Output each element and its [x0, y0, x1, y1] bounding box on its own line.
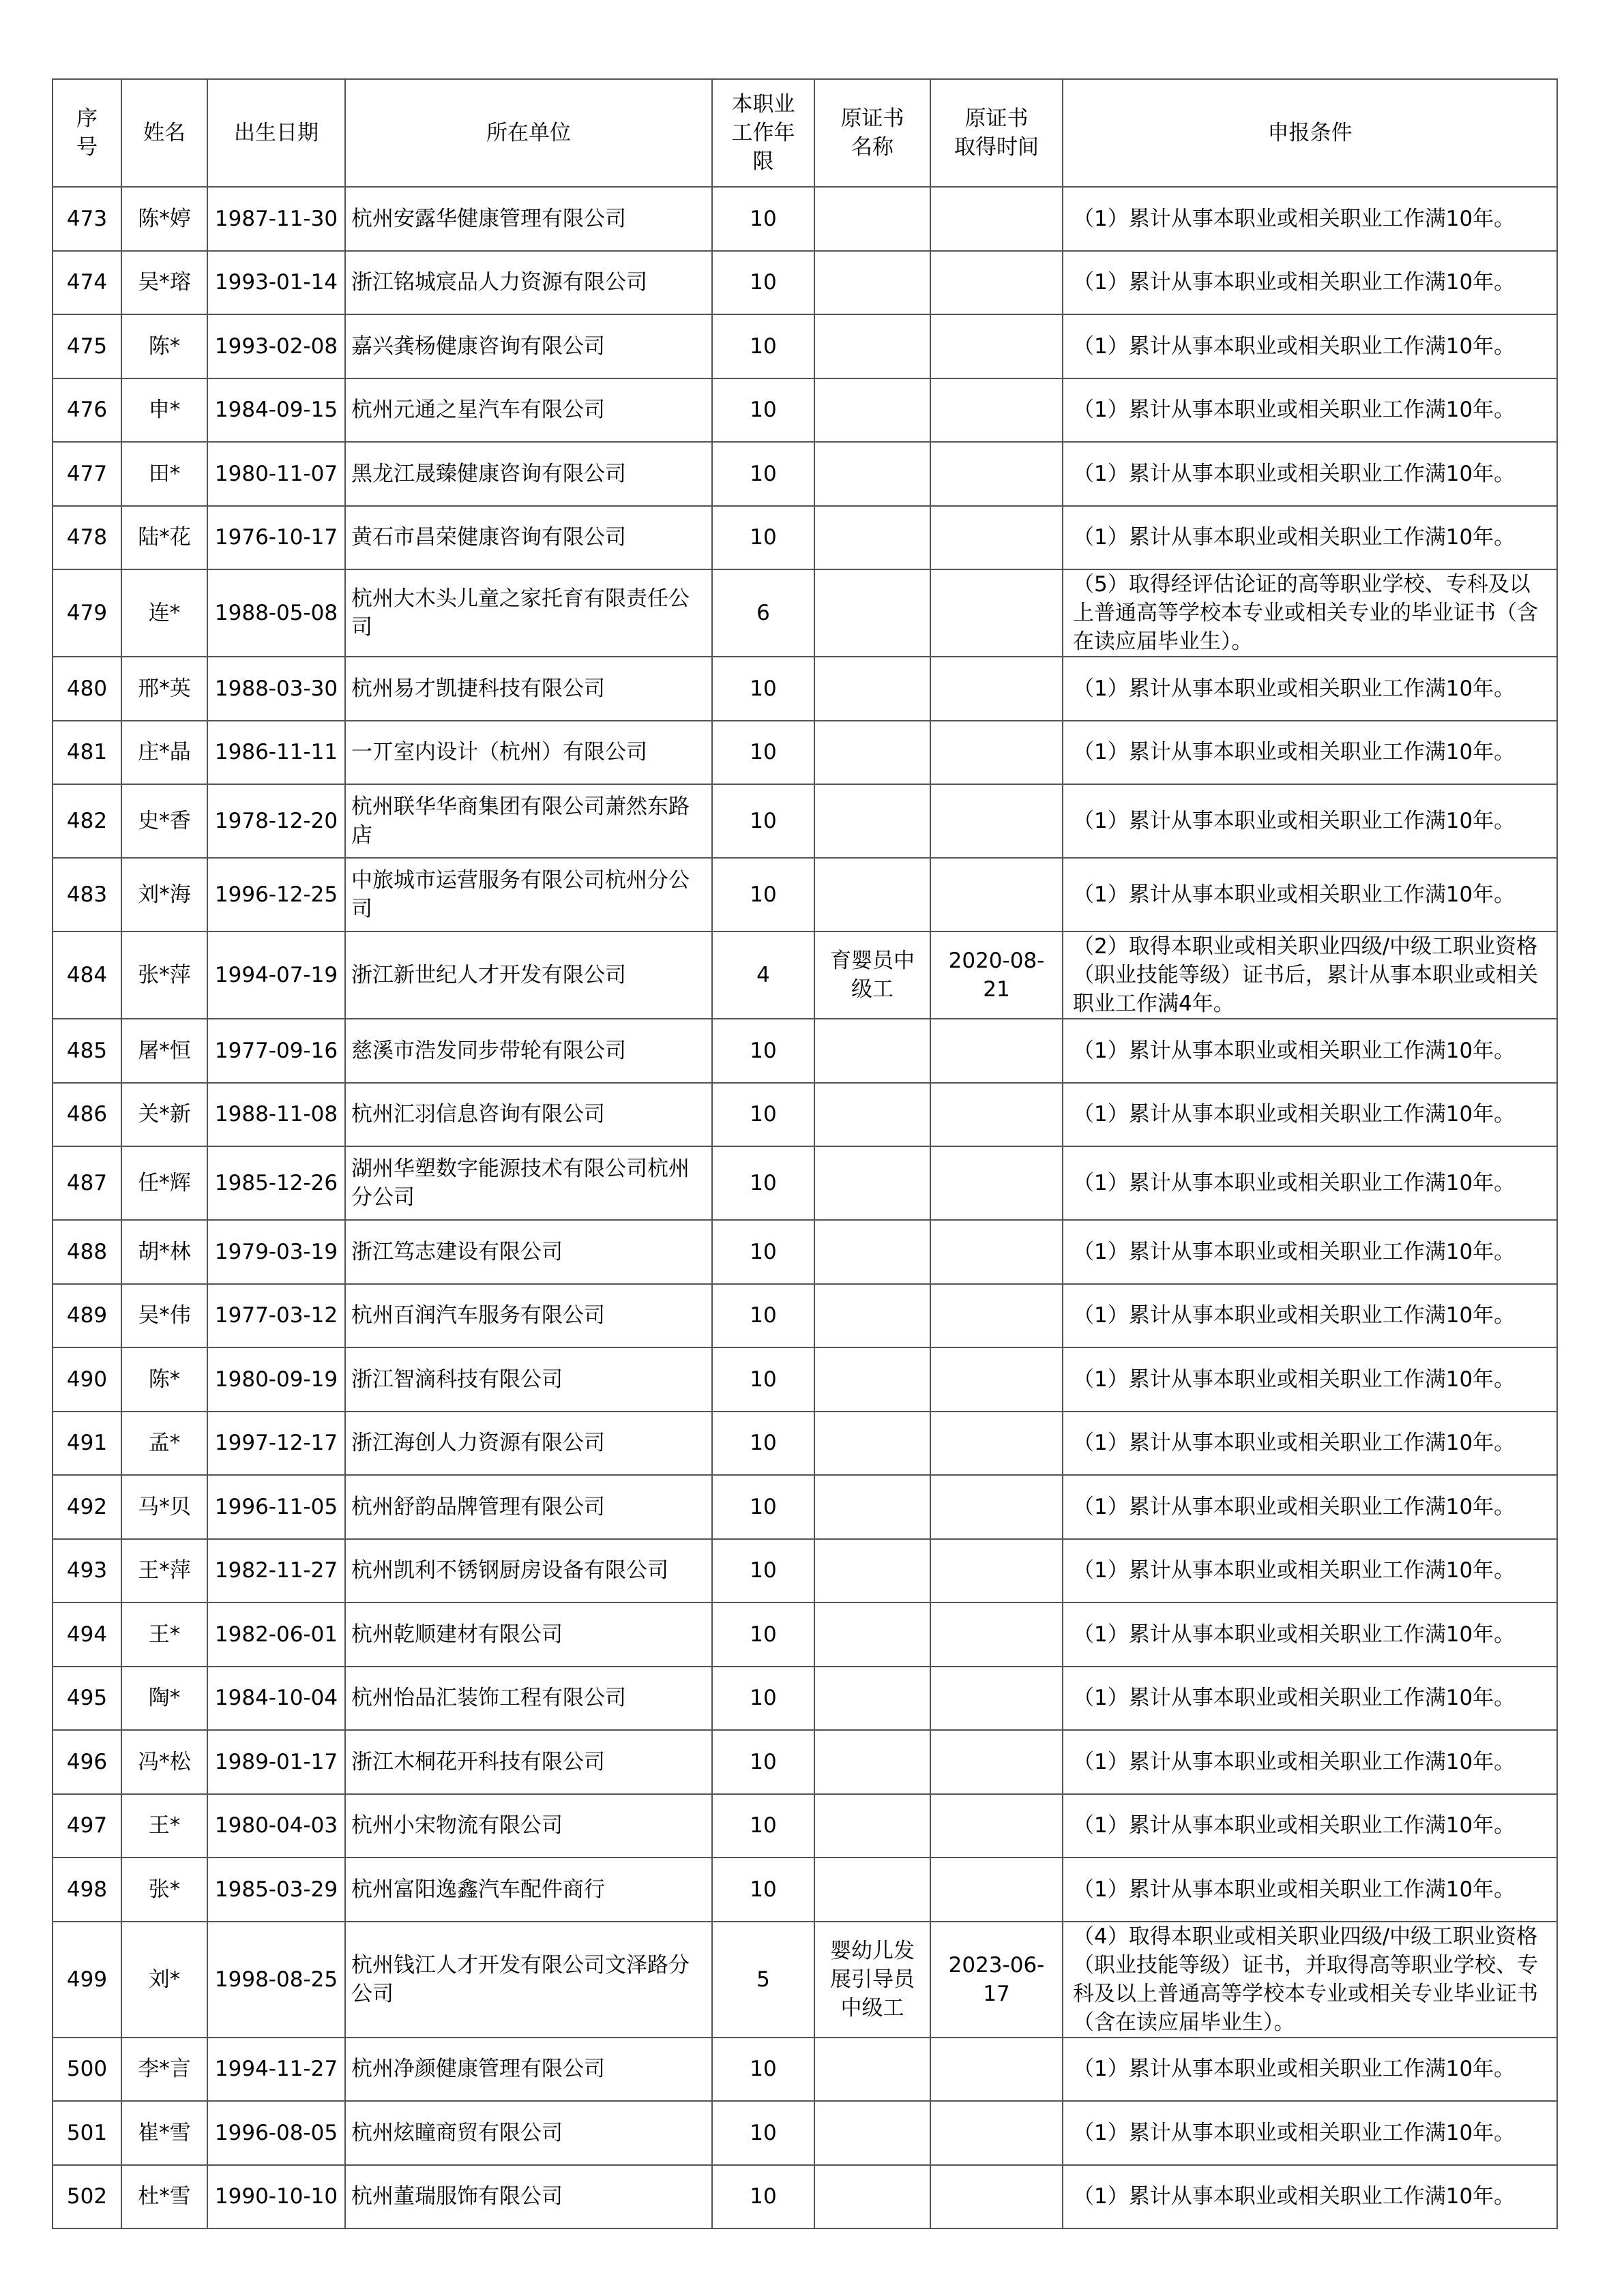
cell-name: 邢*英	[121, 657, 207, 721]
cell-condition: （1）累计从事本职业或相关职业工作满10年。	[1063, 187, 1557, 251]
cell-seq: 498	[53, 1858, 121, 1922]
table-row	[53, 1922, 1557, 2038]
cell-condition: （1）累计从事本职业或相关职业工作满10年。	[1063, 1667, 1557, 1731]
cell-birth: 1978-12-20	[207, 784, 345, 858]
cell-cert-name	[814, 569, 930, 657]
cell-cert-name	[814, 1347, 930, 1412]
cell-seq: 488	[53, 1220, 121, 1284]
cell-cert-name	[814, 251, 930, 315]
table-row	[53, 1858, 1557, 1922]
cell-condition: （1）累计从事本职业或相关职业工作满10年。	[1063, 1858, 1557, 1922]
cell-name: 孟*	[121, 1412, 207, 1476]
cell-unit: 一丌室内设计（杭州）有限公司	[345, 721, 712, 785]
cell-cert-time	[930, 1794, 1063, 1858]
cell-seq: 473	[53, 187, 121, 251]
cell-cert-name	[814, 858, 930, 931]
cell-years: 10	[712, 506, 814, 570]
cell-cert-name	[814, 506, 930, 570]
cell-condition: （1）累计从事本职业或相关职业工作满10年。	[1063, 858, 1557, 931]
cell-condition: （1）累计从事本职业或相关职业工作满10年。	[1063, 657, 1557, 721]
header-years: 本职业 工作年 限	[712, 79, 814, 187]
cell-cert-name	[814, 1284, 930, 1348]
cell-years: 10	[712, 1667, 814, 1731]
cell-seq: 476	[53, 378, 121, 443]
cell-unit: 浙江智滴科技有限公司	[345, 1347, 712, 1412]
cell-seq: 481	[53, 721, 121, 785]
cell-condition: （5）取得经评估论证的高等职业学校、专科及以上普通高等学校本专业或相关专业的毕业证书（含在读应届毕业生）。	[1063, 569, 1557, 657]
cell-condition: （1）累计从事本职业或相关职业工作满10年。	[1063, 506, 1557, 570]
cell-cert-time	[930, 1019, 1063, 1083]
table-row	[53, 1539, 1557, 1603]
cell-cert-time	[930, 657, 1063, 721]
cell-unit: 浙江新世纪人才开发有限公司	[345, 931, 712, 1019]
table-row	[53, 1794, 1557, 1858]
cell-unit: 杭州董瑞服饰有限公司	[345, 2165, 712, 2229]
cell-birth: 1994-07-19	[207, 931, 345, 1019]
cell-condition: （1）累计从事本职业或相关职业工作满10年。	[1063, 1019, 1557, 1083]
cell-condition: （1）累计从事本职业或相关职业工作满10年。	[1063, 1347, 1557, 1412]
cell-birth: 1985-12-26	[207, 1146, 345, 1220]
cell-name: 陈*婷	[121, 187, 207, 251]
cell-birth: 1996-11-05	[207, 1475, 345, 1539]
cell-years: 10	[712, 1539, 814, 1603]
table-row	[53, 858, 1557, 931]
cell-years: 10	[712, 1220, 814, 1284]
table-row	[53, 251, 1557, 315]
cell-unit: 杭州乾顺建材有限公司	[345, 1602, 712, 1667]
cell-years: 10	[712, 1730, 814, 1794]
cell-unit: 杭州易才凯捷科技有限公司	[345, 657, 712, 721]
cell-name: 吴*瑢	[121, 251, 207, 315]
cell-condition: （1）累计从事本职业或相关职业工作满10年。	[1063, 314, 1557, 378]
document-page	[52, 78, 1556, 2229]
table-row	[53, 721, 1557, 785]
cell-cert-time	[930, 1475, 1063, 1539]
cell-unit: 黑龙江晟臻健康咨询有限公司	[345, 442, 712, 506]
cell-name: 屠*恒	[121, 1019, 207, 1083]
cell-years: 10	[712, 2101, 814, 2165]
cell-name: 胡*林	[121, 1220, 207, 1284]
cell-cert-time	[930, 314, 1063, 378]
cell-cert-name	[814, 1858, 930, 1922]
cell-birth: 1998-08-25	[207, 1922, 345, 2038]
cell-unit: 杭州凯利不锈钢厨房设备有限公司	[345, 1539, 712, 1603]
cell-cert-time	[930, 442, 1063, 506]
cell-unit: 杭州大木头儿童之家托育有限责任公司	[345, 569, 712, 657]
cell-condition: （1）累计从事本职业或相关职业工作满10年。	[1063, 1146, 1557, 1220]
table-row	[53, 1284, 1557, 1348]
cell-name: 陈*	[121, 1347, 207, 1412]
cell-years: 10	[712, 1602, 814, 1667]
cell-cert-time	[930, 1858, 1063, 1922]
cell-birth: 1987-11-30	[207, 187, 345, 251]
cell-seq: 479	[53, 569, 121, 657]
cell-seq: 501	[53, 2101, 121, 2165]
cell-seq: 480	[53, 657, 121, 721]
cell-years: 5	[712, 1922, 814, 2038]
table-row	[53, 1083, 1557, 1147]
cell-birth: 1994-11-27	[207, 2038, 345, 2102]
cell-condition: （1）累计从事本职业或相关职业工作满10年。	[1063, 1794, 1557, 1858]
cell-birth: 1979-03-19	[207, 1220, 345, 1284]
cell-unit: 嘉兴龚杨健康咨询有限公司	[345, 314, 712, 378]
cell-birth: 1984-09-15	[207, 378, 345, 443]
cell-name: 田*	[121, 442, 207, 506]
cell-name: 陶*	[121, 1667, 207, 1731]
cell-seq: 475	[53, 314, 121, 378]
cell-seq: 496	[53, 1730, 121, 1794]
cell-seq: 477	[53, 442, 121, 506]
cell-years: 10	[712, 1794, 814, 1858]
cell-cert-time	[930, 1083, 1063, 1147]
cell-cert-name: 育婴员中级工	[814, 931, 930, 1019]
cell-seq: 485	[53, 1019, 121, 1083]
cell-cert-name	[814, 2101, 930, 2165]
cell-cert-time: 2020-08-21	[930, 931, 1063, 1019]
cell-cert-time	[930, 1602, 1063, 1667]
cell-cert-time	[930, 2038, 1063, 2102]
cell-birth: 1997-12-17	[207, 1412, 345, 1476]
table-row	[53, 314, 1557, 378]
cell-birth: 1977-03-12	[207, 1284, 345, 1348]
table-row	[53, 931, 1557, 1019]
cell-cert-time	[930, 1284, 1063, 1348]
cell-cert-name	[814, 187, 930, 251]
cell-condition: （1）累计从事本职业或相关职业工作满10年。	[1063, 442, 1557, 506]
cell-birth: 1990-10-10	[207, 2165, 345, 2229]
cell-years: 6	[712, 569, 814, 657]
cell-condition: （1）累计从事本职业或相关职业工作满10年。	[1063, 1475, 1557, 1539]
cell-seq: 502	[53, 2165, 121, 2229]
cell-years: 10	[712, 784, 814, 858]
cell-name: 王*	[121, 1602, 207, 1667]
cell-unit: 杭州联华华商集团有限公司萧然东路店	[345, 784, 712, 858]
table-row	[53, 1730, 1557, 1794]
cell-seq: 493	[53, 1539, 121, 1603]
cell-unit: 浙江木桐花开科技有限公司	[345, 1730, 712, 1794]
cell-seq: 495	[53, 1667, 121, 1731]
cell-condition: （1）累计从事本职业或相关职业工作满10年。	[1063, 1602, 1557, 1667]
cell-cert-name	[814, 1146, 930, 1220]
cell-seq: 500	[53, 2038, 121, 2102]
table-row	[53, 2101, 1557, 2165]
cell-seq: 490	[53, 1347, 121, 1412]
table-row	[53, 442, 1557, 506]
cell-years: 10	[712, 2165, 814, 2229]
cell-unit: 杭州净颜健康管理有限公司	[345, 2038, 712, 2102]
cell-cert-name	[814, 721, 930, 785]
cell-unit: 杭州舒韵品牌管理有限公司	[345, 1475, 712, 1539]
cell-seq: 478	[53, 506, 121, 570]
cell-condition: （1）累计从事本职业或相关职业工作满10年。	[1063, 1539, 1557, 1603]
cell-unit: 杭州安露华健康管理有限公司	[345, 187, 712, 251]
cell-years: 10	[712, 1284, 814, 1348]
cell-cert-time	[930, 1730, 1063, 1794]
header-cert-name: 原证书 名称	[814, 79, 930, 187]
cell-years: 10	[712, 378, 814, 443]
cell-years: 10	[712, 251, 814, 315]
cell-birth: 1996-12-25	[207, 858, 345, 931]
cell-seq: 491	[53, 1412, 121, 1476]
cell-birth: 1985-03-29	[207, 1858, 345, 1922]
cell-birth: 1988-05-08	[207, 569, 345, 657]
cell-unit: 浙江铭城宸品人力资源有限公司	[345, 251, 712, 315]
cell-condition: （1）累计从事本职业或相关职业工作满10年。	[1063, 1220, 1557, 1284]
cell-cert-time	[930, 569, 1063, 657]
cell-name: 崔*雪	[121, 2101, 207, 2165]
cell-years: 10	[712, 1347, 814, 1412]
cell-seq: 487	[53, 1146, 121, 1220]
cell-years: 10	[712, 721, 814, 785]
cell-unit: 杭州富阳逸鑫汽车配件商行	[345, 1858, 712, 1922]
cell-years: 10	[712, 1475, 814, 1539]
cell-cert-time	[930, 1667, 1063, 1731]
cell-name: 陆*花	[121, 506, 207, 570]
cell-years: 10	[712, 442, 814, 506]
cell-name: 刘*海	[121, 858, 207, 931]
cell-unit: 慈溪市浩发同步带轮有限公司	[345, 1019, 712, 1083]
cell-name: 王*萍	[121, 1539, 207, 1603]
cell-unit: 杭州炫瞳商贸有限公司	[345, 2101, 712, 2165]
table-row	[53, 1220, 1557, 1284]
cell-cert-time	[930, 1146, 1063, 1220]
cell-seq: 494	[53, 1602, 121, 1667]
cell-birth: 1977-09-16	[207, 1019, 345, 1083]
cell-seq: 497	[53, 1794, 121, 1858]
cell-cert-time	[930, 2165, 1063, 2229]
cell-cert-name	[814, 1794, 930, 1858]
cell-cert-name	[814, 784, 930, 858]
cell-condition: （2）取得本职业或相关职业四级/中级工职业资格（职业技能等级）证书后，累计从事本职业或相关职业工作满4年。	[1063, 931, 1557, 1019]
table-row	[53, 187, 1557, 251]
cell-years: 10	[712, 1083, 814, 1147]
cell-cert-time	[930, 784, 1063, 858]
cell-condition: （1）累计从事本职业或相关职业工作满10年。	[1063, 2101, 1557, 2165]
cell-condition: （1）累计从事本职业或相关职业工作满10年。	[1063, 378, 1557, 443]
cell-cert-time	[930, 2101, 1063, 2165]
header-name: 姓名	[121, 79, 207, 187]
cell-unit: 杭州怡品汇装饰工程有限公司	[345, 1667, 712, 1731]
cell-years: 10	[712, 314, 814, 378]
table-row	[53, 1667, 1557, 1731]
cell-name: 史*香	[121, 784, 207, 858]
table-body	[53, 187, 1557, 2228]
cell-cert-name	[814, 1539, 930, 1603]
cell-birth: 1982-11-27	[207, 1539, 345, 1603]
cell-name: 王*	[121, 1794, 207, 1858]
header-birth: 出生日期	[207, 79, 345, 187]
header-seq: 序 号	[53, 79, 121, 187]
cell-name: 申*	[121, 378, 207, 443]
cell-birth: 1988-11-08	[207, 1083, 345, 1147]
table-row	[53, 2038, 1557, 2102]
table-row	[53, 2165, 1557, 2229]
cell-seq: 499	[53, 1922, 121, 2038]
cell-cert-time	[930, 251, 1063, 315]
cell-condition: （4）取得本职业或相关职业四级/中级工职业资格（职业技能等级）证书，并取得高等职业学校、专科及以上普通高等学校本专业或相关专业毕业证书（含在读应届毕业生）。	[1063, 1922, 1557, 2038]
cell-name: 庄*晶	[121, 721, 207, 785]
cell-condition: （1）累计从事本职业或相关职业工作满10年。	[1063, 2038, 1557, 2102]
cell-unit: 杭州百润汽车服务有限公司	[345, 1284, 712, 1348]
table-header-row	[53, 79, 1557, 187]
header-condition: 申报条件	[1063, 79, 1557, 187]
cell-seq: 474	[53, 251, 121, 315]
cell-cert-name	[814, 1730, 930, 1794]
cell-birth: 1980-09-19	[207, 1347, 345, 1412]
cell-years: 4	[712, 931, 814, 1019]
cell-cert-name	[814, 442, 930, 506]
cell-unit: 杭州小宋物流有限公司	[345, 1794, 712, 1858]
cell-condition: （1）累计从事本职业或相关职业工作满10年。	[1063, 1083, 1557, 1147]
cell-cert-time: 2023-06-17	[930, 1922, 1063, 2038]
cell-cert-time	[930, 1412, 1063, 1476]
cell-cert-time	[930, 1539, 1063, 1603]
cell-cert-time	[930, 506, 1063, 570]
cell-birth: 1980-04-03	[207, 1794, 345, 1858]
cell-cert-name	[814, 2038, 930, 2102]
cell-unit: 湖州华塑数字能源技术有限公司杭州分公司	[345, 1146, 712, 1220]
cell-birth: 1986-11-11	[207, 721, 345, 785]
table-row	[53, 657, 1557, 721]
cell-years: 10	[712, 657, 814, 721]
cell-cert-time	[930, 187, 1063, 251]
table-row	[53, 378, 1557, 443]
cell-cert-name: 婴幼儿发展引导员中级工	[814, 1922, 930, 2038]
cell-name: 刘*	[121, 1922, 207, 2038]
cell-birth: 1988-03-30	[207, 657, 345, 721]
cell-cert-time	[930, 858, 1063, 931]
cell-cert-name	[814, 1083, 930, 1147]
cell-birth: 1976-10-17	[207, 506, 345, 570]
cell-seq: 484	[53, 931, 121, 1019]
table-row	[53, 1019, 1557, 1083]
cell-years: 10	[712, 2038, 814, 2102]
cell-cert-name	[814, 657, 930, 721]
cell-seq: 486	[53, 1083, 121, 1147]
cell-unit: 黄石市昌荣健康咨询有限公司	[345, 506, 712, 570]
cell-years: 10	[712, 1858, 814, 1922]
cell-years: 10	[712, 1019, 814, 1083]
table-row	[53, 1475, 1557, 1539]
cell-condition: （1）累计从事本职业或相关职业工作满10年。	[1063, 1730, 1557, 1794]
cell-condition: （1）累计从事本职业或相关职业工作满10年。	[1063, 784, 1557, 858]
cell-cert-time	[930, 721, 1063, 785]
cell-birth: 1993-01-14	[207, 251, 345, 315]
cell-name: 杜*雪	[121, 2165, 207, 2229]
cell-name: 李*言	[121, 2038, 207, 2102]
table-row	[53, 1412, 1557, 1476]
cell-cert-time	[930, 378, 1063, 443]
header-cert-time: 原证书 取得时间	[930, 79, 1063, 187]
cell-years: 10	[712, 1412, 814, 1476]
cell-condition: （1）累计从事本职业或相关职业工作满10年。	[1063, 251, 1557, 315]
cell-cert-name	[814, 378, 930, 443]
applicant-table	[52, 78, 1558, 2229]
cell-cert-name	[814, 1412, 930, 1476]
cell-name: 陈*	[121, 314, 207, 378]
cell-cert-name	[814, 1220, 930, 1284]
cell-unit: 浙江海创人力资源有限公司	[345, 1412, 712, 1476]
header-unit: 所在单位	[345, 79, 712, 187]
table-row	[53, 1347, 1557, 1412]
cell-years: 10	[712, 858, 814, 931]
cell-unit: 中旅城市运营服务有限公司杭州分公司	[345, 858, 712, 931]
table-row	[53, 506, 1557, 570]
cell-seq: 482	[53, 784, 121, 858]
cell-years: 10	[712, 187, 814, 251]
cell-seq: 483	[53, 858, 121, 931]
cell-unit: 杭州钱江人才开发有限公司文泽路分公司	[345, 1922, 712, 2038]
table-row	[53, 784, 1557, 858]
cell-condition: （1）累计从事本职业或相关职业工作满10年。	[1063, 721, 1557, 785]
cell-cert-name	[814, 1475, 930, 1539]
cell-seq: 489	[53, 1284, 121, 1348]
cell-unit: 杭州元通之星汽车有限公司	[345, 378, 712, 443]
cell-birth: 1996-08-05	[207, 2101, 345, 2165]
cell-cert-name	[814, 2165, 930, 2229]
table-row	[53, 569, 1557, 657]
cell-birth: 1984-10-04	[207, 1667, 345, 1731]
cell-condition: （1）累计从事本职业或相关职业工作满10年。	[1063, 1412, 1557, 1476]
cell-seq: 492	[53, 1475, 121, 1539]
cell-years: 10	[712, 1146, 814, 1220]
cell-cert-name	[814, 1602, 930, 1667]
cell-name: 冯*松	[121, 1730, 207, 1794]
cell-name: 连*	[121, 569, 207, 657]
cell-unit: 杭州汇羽信息咨询有限公司	[345, 1083, 712, 1147]
cell-name: 马*贝	[121, 1475, 207, 1539]
cell-birth: 1989-01-17	[207, 1730, 345, 1794]
cell-cert-name	[814, 1019, 930, 1083]
cell-name: 张*	[121, 1858, 207, 1922]
cell-birth: 1993-02-08	[207, 314, 345, 378]
cell-cert-name	[814, 1667, 930, 1731]
cell-name: 关*新	[121, 1083, 207, 1147]
table-row	[53, 1146, 1557, 1220]
cell-name: 吴*伟	[121, 1284, 207, 1348]
cell-name: 张*萍	[121, 931, 207, 1019]
table-row	[53, 1602, 1557, 1667]
cell-unit: 浙江笃志建设有限公司	[345, 1220, 712, 1284]
cell-condition: （1）累计从事本职业或相关职业工作满10年。	[1063, 2165, 1557, 2229]
cell-cert-name	[814, 314, 930, 378]
cell-birth: 1980-11-07	[207, 442, 345, 506]
cell-condition: （1）累计从事本职业或相关职业工作满10年。	[1063, 1284, 1557, 1348]
cell-cert-time	[930, 1220, 1063, 1284]
cell-birth: 1982-06-01	[207, 1602, 345, 1667]
cell-name: 任*辉	[121, 1146, 207, 1220]
cell-cert-time	[930, 1347, 1063, 1412]
